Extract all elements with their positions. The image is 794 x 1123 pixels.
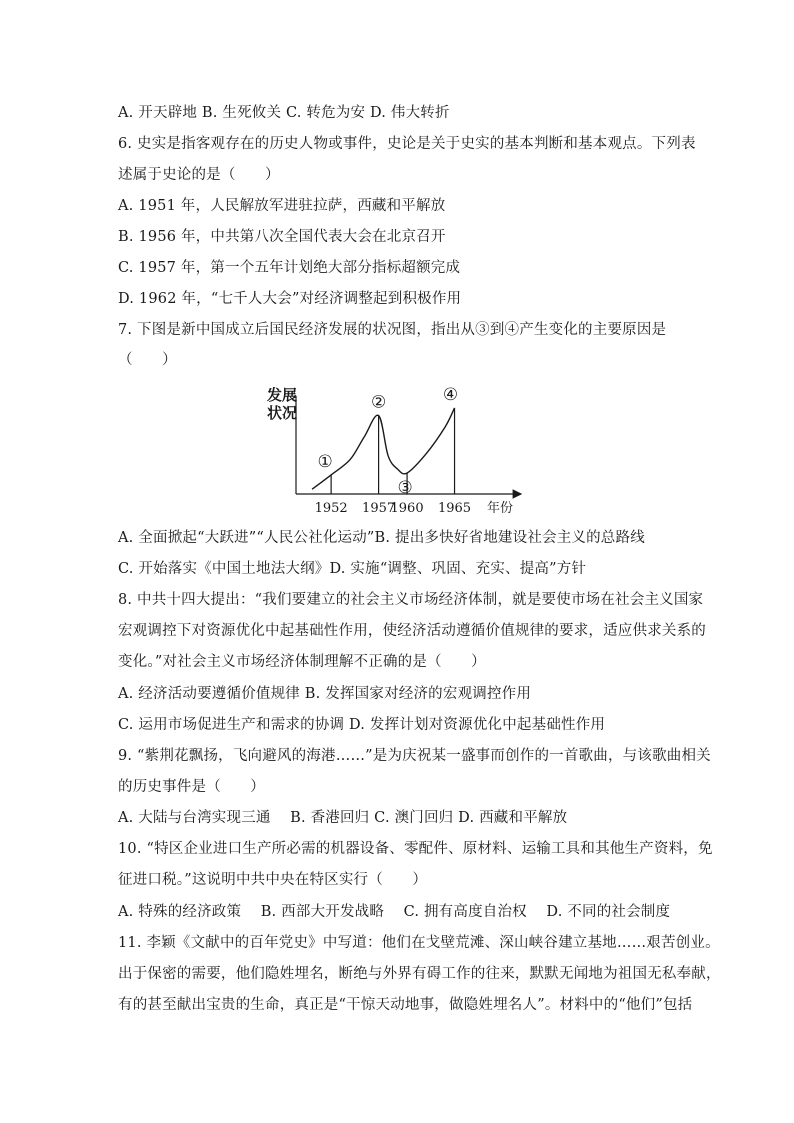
q10-stem-line2: 征进口税。”这说明中共中央在特区实行（ ） — [118, 872, 428, 888]
point-marker-3: ③ — [397, 477, 413, 498]
q9-stem-line2: 的历史事件是（ ） — [118, 779, 265, 795]
q7-stem-line2: （ ） — [118, 352, 177, 368]
x-tick-label: 1952 — [314, 501, 348, 516]
x-tick-label: 1965 — [437, 501, 472, 516]
q6-option-a: A. 1951 年，人民解放军进驻拉萨，西藏和平解放 — [118, 198, 446, 214]
y-axis-label — [266, 386, 297, 422]
y-axis-label-row: 状况 — [267, 404, 298, 422]
q9-stem-line1: 9. “紫荆花飘扬，飞向避风的海港……”是为庆祝某一盛事而创作的一首歌曲，与该歌曲相关 — [118, 748, 711, 764]
x-axis-label: 年份 — [487, 501, 514, 516]
y-axis-label-row: 发展 — [267, 386, 298, 404]
economy-development-chart — [265, 378, 535, 520]
q7-options-ab: A. 全面掀起“大跃进”“人民公社化运动”B. 提出多快好省地建设社会主义的总路线 — [118, 530, 645, 546]
x-tick-label: 1960 — [390, 501, 424, 516]
point-marker-4: ④ — [442, 384, 459, 405]
q11-stem-line3: 有的甚至献出宝贵的生命，真正是“干惊天动地事，做隐姓埋名人”。材料中的“他们”包括 — [118, 997, 693, 1013]
q6-option-b: B. 1956 年，中共第八次全国代表大会在北京召开 — [118, 229, 446, 245]
q6-stem-line1: 6. 史实是指客观存在的历史人物或事件，史论是关于史实的基本判断和基本观点。下列表 — [118, 136, 696, 152]
q11-stem-line2: 出于保密的需要，他们隐姓埋名，断绝与外界有碍工作的往来，默默无闻地为祖国无私奉献， — [118, 966, 721, 982]
point-marker-2: ② — [370, 392, 387, 413]
q8-stem-line1: 8. 中共十四大提出：“我们要建立的社会主义市场经济体制，就是要使市场在社会主义国家 — [118, 592, 704, 608]
q7-options-cd: C. 开始落实《中国土地法大纲》D. 实施“调整、巩固、充实、提高”方针 — [118, 561, 587, 577]
q9-options: A. 大陆与台湾实现三通 B. 香港回归 C. 澳门回归 D. 西藏和平解放 — [118, 810, 568, 826]
q7-stem-line1: 7. 下图是新中国成立后国民经济发展的状况图，指出从③到④产生变化的主要原因是 — [118, 322, 667, 338]
q10-stem-line1: 10. “特区企业进口生产所必需的机器设备、零配件、原材料、运输工具和其他生产资料，免 — [118, 841, 713, 857]
q5-options: A. 开天辟地 B. 生死攸关 C. 转危为安 D. 伟大转折 — [118, 105, 450, 121]
q6-option-d: D. 1962 年，“七千人大会”对经济调整起到积极作用 — [118, 291, 462, 307]
development-curve — [312, 408, 454, 489]
q6-stem-line2: 述属于史论的是（ ） — [118, 167, 280, 183]
q8-stem-line2: 宏观调控下对资源优化中起基础性作用，使经济活动遵循价值规律的要求，适应供求关系的 — [118, 623, 706, 639]
chart-svg — [265, 378, 535, 520]
point-marker-1: ① — [317, 451, 333, 472]
q8-stem-line3: 变化。”对社会主义市场经济体制理解不正确的是（ ） — [118, 654, 486, 670]
q10-options: A. 特殊的经济政策 B. 西部大开发战略 C. 拥有高度自治权 D. 不同的社会制度 — [118, 904, 671, 920]
q8-options-cd: C. 运用市场促进生产和需求的协调 D. 发挥计划对资源优化中起基础性作用 — [118, 717, 606, 733]
q6-option-c: C. 1957 年，第一个五年计划绝大部分指标超额完成 — [118, 260, 461, 276]
x-tick-label: 1957 — [362, 501, 396, 516]
q11-stem-line1: 11. 李颖《文献中的百年党史》中写道：他们在戈壁荒滩、深山峡谷建立基地……艰苦创业。 — [118, 935, 720, 951]
q8-options-ab: A. 经济活动要遵循价值规律 B. 发挥国家对经济的宏观调控作用 — [118, 686, 532, 702]
